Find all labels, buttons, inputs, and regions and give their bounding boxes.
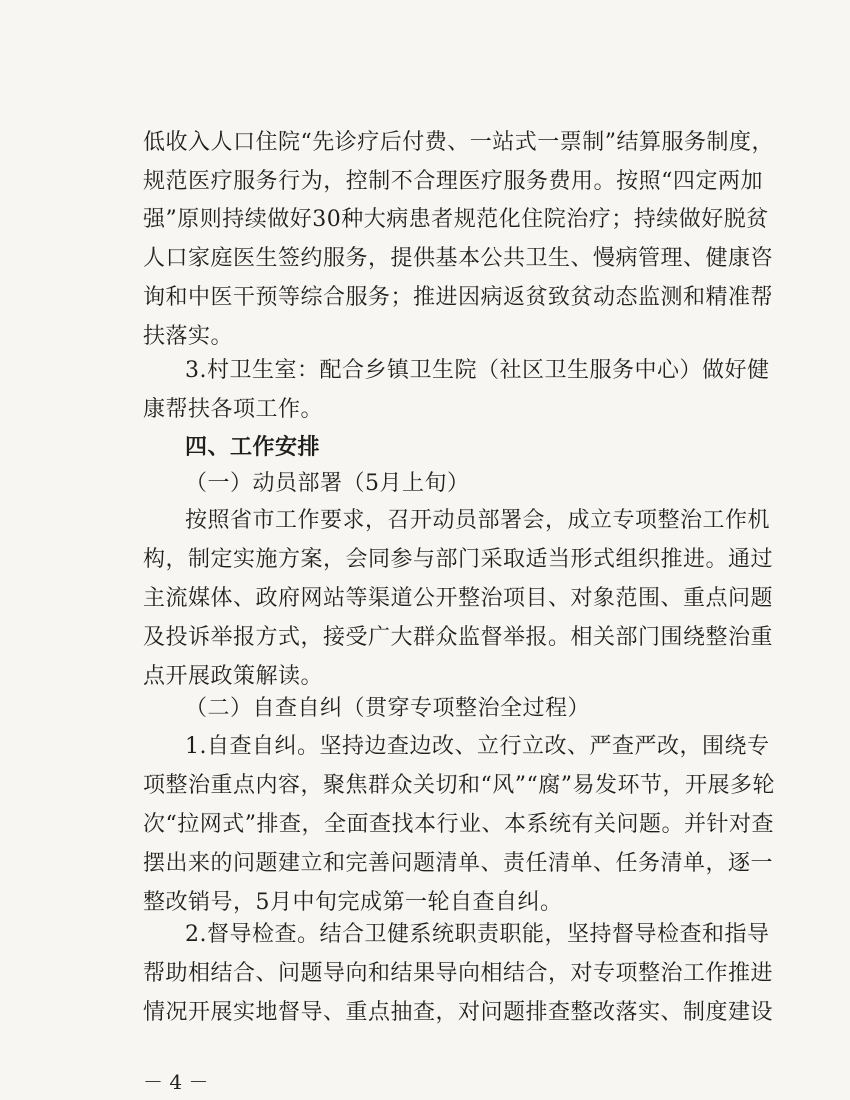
section-heading: 四、工作安排 bbox=[185, 435, 321, 460]
body-text-line: 整改销号，5月中旬完成第一轮自查自纠。 bbox=[143, 890, 563, 915]
body-text-line: 情况开展实地督导、重点抽查，对问题排查整改落实、制度建设 bbox=[143, 1000, 774, 1025]
body-text-line: 扶落实。 bbox=[143, 324, 234, 349]
page-number: － 4 － bbox=[143, 1070, 209, 1094]
body-text-line: 规范医疗服务行为，控制不合理医疗服务费用。按照“四定两加 bbox=[143, 169, 763, 194]
subsection-heading: （一）动员部署（5月上旬） bbox=[185, 471, 470, 496]
body-text-line: 2.督导检查。结合卫健系统职责职能，坚持督导检查和指导 bbox=[185, 922, 770, 947]
body-text-line: 主流媒体、政府网站等渠道公开整治项目、对象范围、重点问题 bbox=[143, 586, 774, 611]
body-text-line: 人口家庭医生签约服务，提供基本公共卫生、慢病管理、健康咨 bbox=[143, 246, 774, 271]
body-text-line: 康帮扶各项工作。 bbox=[143, 397, 324, 422]
body-text-line: 摆出来的问题建立和完善问题清单、责任清单、任务清单，逐一 bbox=[143, 851, 774, 876]
body-text-line: 点开展政策解读。 bbox=[143, 664, 324, 689]
body-text-line: 按照省市工作要求，召开动员部署会，成立专项整治工作机 bbox=[185, 508, 771, 533]
body-text-line: 低收入人口住院“先诊疗后付费、一站式一票制”结算服务制度， bbox=[143, 130, 774, 155]
body-text-line: 构，制定实施方案，会同参与部门采取适当形式组织推进。通过 bbox=[143, 547, 774, 572]
body-text-line: 及投诉举报方式，接受广大群众监督举报。相关部门围绕整治重 bbox=[143, 625, 774, 650]
body-text-line: 次“拉网式”排查，全面查找本行业、本系统有关问题。并针对查 bbox=[143, 812, 774, 837]
subsection-heading: （二）自查自纠（贯穿专项整治全过程） bbox=[185, 696, 591, 721]
body-text-line: 帮助相结合、问题导向和结果导向相结合，对专项整治工作推进 bbox=[143, 961, 774, 986]
body-text-line: 项整治重点内容，聚焦群众关切和“风”“腐”易发环节，开展多轮 bbox=[143, 773, 775, 798]
body-text-line: 1.自查自纠。坚持边查边改、立行立改、严查严改，围绕专 bbox=[185, 734, 770, 759]
body-text-line: 强”原则持续做好30种大病患者规范化住院治疗；持续做好脱贫 bbox=[143, 207, 769, 232]
body-text-line: 询和中医干预等综合服务；推进因病返贫致贫动态监测和精准帮 bbox=[143, 285, 774, 310]
body-text-line: 3.村卫生室：配合乡镇卫生院（社区卫生服务中心）做好健 bbox=[185, 358, 770, 383]
